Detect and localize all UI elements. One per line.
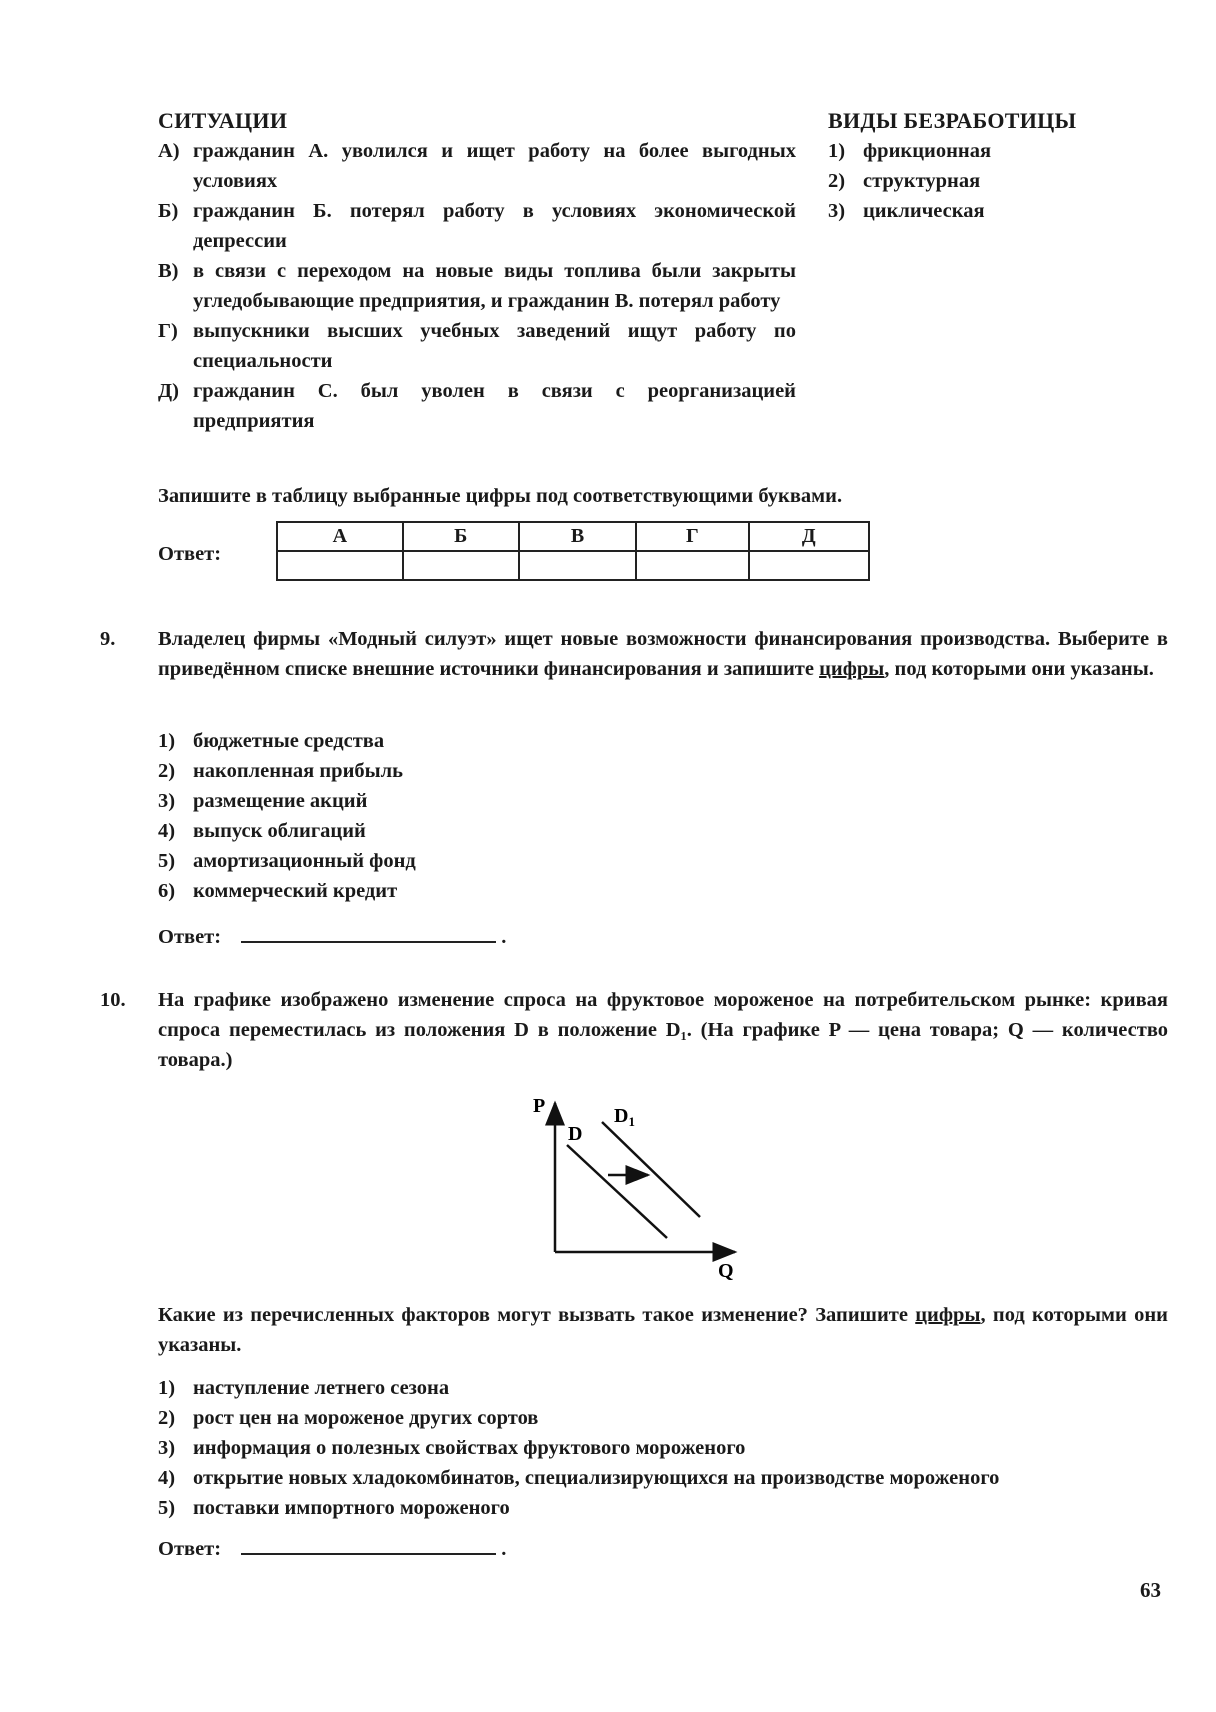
situation-item-text: гражданин С. был уволен в связи с реорганизацией предприятия	[193, 380, 796, 432]
q9-option	[158, 786, 758, 816]
q9-option	[158, 756, 758, 786]
q9-option-marker: 2)	[158, 760, 176, 782]
situation-item-marker: Б)	[158, 200, 179, 222]
answer-period: .	[501, 1538, 507, 1560]
situations-heading: СИТУАЦИИ	[158, 108, 288, 133]
q9-option-text: амортизационный фонд	[193, 850, 416, 872]
question-10-number: 10.	[100, 989, 126, 1011]
question-10-text: На графике изображено изменение спроса на фруктовое мороженое на потребительском рынке: кривая спроса переместилась из положения D в положение D₁. (На графике P — цена товара; Q — количество товара.)	[158, 989, 1168, 1071]
situation-item	[158, 256, 796, 316]
q9-option-text: бюджетные средства	[193, 730, 385, 752]
question-9-answer	[158, 921, 506, 952]
question-9-number: 9.	[100, 628, 116, 650]
situation-item	[158, 316, 796, 376]
q10-option-marker: 2)	[158, 1407, 176, 1429]
question-10-options	[158, 1373, 1173, 1523]
unemployment-type-item-marker: 3)	[828, 200, 846, 222]
q10-option	[158, 1463, 1173, 1493]
curve-d1-subscript: 1	[628, 1114, 635, 1129]
answer-table-cell[interactable]	[519, 551, 636, 580]
situation-item-marker: А)	[158, 140, 180, 162]
q9-text-before: Владелец фирмы «Модный силуэт» ищет новые возможности финансирования производства. Выберите в приведённом списке внешние источники финансирования и запишите	[158, 628, 1168, 680]
q9-option	[158, 816, 758, 846]
curve-d-label: D	[568, 1123, 583, 1145]
answer-table-cell[interactable]	[749, 551, 869, 580]
unemployment-type-item-text: фрикционная	[863, 140, 992, 162]
unemployment-type-item	[828, 136, 1128, 166]
demand-curve-d	[567, 1145, 667, 1238]
unemployment-type-item-marker: 2)	[828, 170, 846, 192]
situations-list	[158, 136, 796, 436]
answer-label-q8: Ответ:	[158, 543, 222, 565]
answer-table-cell[interactable]	[636, 551, 749, 580]
answer-line[interactable]	[241, 1533, 496, 1555]
q9-emphasis: цифры	[819, 658, 885, 680]
answer-table	[276, 521, 870, 581]
answer-line[interactable]	[241, 921, 496, 943]
q10-emphasis: цифры	[915, 1304, 981, 1326]
situation-item-text: гражданин Б. потерял работу в условиях экономической депрессии	[193, 200, 796, 252]
q9-option-marker: 6)	[158, 880, 176, 902]
situation-item-text: выпускники высших учебных заведений ищут работу по специальности	[193, 320, 796, 372]
unemployment-types-heading: ВИДЫ БЕЗРАБОТИЦЫ	[828, 108, 1077, 133]
answer-label: Ответ:	[158, 1538, 222, 1560]
unemployment-type-item	[828, 166, 1128, 196]
q9-option-text: накопленная прибыль	[193, 760, 403, 782]
page-number: 63	[1140, 1578, 1161, 1602]
answer-table-header: А	[277, 522, 403, 551]
q10-option-text: наступление летнего сезона	[193, 1377, 450, 1399]
q10-option	[158, 1433, 1173, 1463]
q9-text-after: , под которыми они указаны.	[884, 658, 1154, 680]
demand-shift-graph	[520, 1085, 760, 1285]
answer-table-header: В	[519, 522, 636, 551]
question-9-text	[158, 624, 1168, 684]
q9-option-marker: 1)	[158, 730, 176, 752]
x-axis-label: Q	[718, 1260, 734, 1282]
q10-option-marker: 4)	[158, 1467, 176, 1489]
situation-item-text: в связи с переходом на новые виды топлива были закрыты угледобывающие предприятия, и гражданин В. потерял работу	[193, 260, 796, 312]
q9-option-text: размещение акций	[193, 790, 368, 812]
situation-item-marker: Г)	[158, 320, 178, 342]
situation-item	[158, 376, 796, 436]
q10-prompt-after: , под которыми они указаны.	[158, 1304, 1168, 1356]
answer-table-header: Г	[636, 522, 749, 551]
situation-item-text: гражданин А. уволился и ищет работу на более выгодных условиях	[193, 140, 796, 192]
situation-item-marker: Д)	[158, 380, 179, 402]
unemployment-types-list	[828, 136, 1128, 226]
q10-option-text: информация о полезных свойствах фруктового мороженого	[193, 1437, 746, 1459]
unemployment-type-item-text: циклическая	[863, 200, 985, 222]
table-instruction: Запишите в таблицу выбранные цифры под соответствующими буквами.	[158, 485, 843, 507]
q9-option-marker: 5)	[158, 850, 176, 872]
unemployment-type-item	[828, 196, 1128, 226]
y-axis-label: P	[533, 1095, 546, 1117]
unemployment-types-column	[828, 106, 1128, 226]
q10-option-marker: 5)	[158, 1497, 176, 1519]
question-10-answer	[158, 1533, 506, 1564]
q10-option-marker: 1)	[158, 1377, 176, 1399]
q10-option	[158, 1403, 1173, 1433]
situation-item	[158, 136, 796, 196]
answer-table-header: Б	[403, 522, 519, 551]
q9-option-text: коммерческий кредит	[193, 880, 398, 902]
answer-label: Ответ:	[158, 926, 222, 948]
curve-d1-main: D	[614, 1105, 629, 1127]
q9-option-marker: 3)	[158, 790, 176, 812]
answer-table-cell[interactable]	[403, 551, 519, 580]
curve-d1-label	[614, 1105, 635, 1129]
q10-option-text: открытие новых хладокомбинатов, специализирующихся на производстве мороженого	[193, 1467, 1000, 1489]
q9-option	[158, 846, 758, 876]
q10-option-marker: 3)	[158, 1437, 176, 1459]
q9-option-marker: 4)	[158, 820, 176, 842]
q10-option-text: рост цен на мороженое других сортов	[193, 1407, 539, 1429]
unemployment-type-item-marker: 1)	[828, 140, 846, 162]
answer-period: .	[501, 926, 507, 948]
answer-table-header: Д	[749, 522, 869, 551]
answer-table-cell[interactable]	[277, 551, 403, 580]
situation-item-marker: В)	[158, 260, 179, 282]
q10-option	[158, 1493, 1173, 1523]
q9-option-text: выпуск облигаций	[193, 820, 366, 842]
q10-option	[158, 1373, 1173, 1403]
question-10-prompt	[158, 1300, 1168, 1360]
unemployment-type-item-text: структурная	[863, 170, 981, 192]
demand-curve-d1	[602, 1122, 700, 1217]
q9-option	[158, 876, 758, 906]
situations-column	[158, 106, 796, 436]
q10-prompt-before: Какие из перечисленных факторов могут вызвать такое изменение? Запишите	[158, 1304, 916, 1326]
situation-item	[158, 196, 796, 256]
question-9-options	[158, 726, 758, 906]
q10-option-text: поставки импортного мороженого	[193, 1497, 510, 1519]
q9-option	[158, 726, 758, 756]
